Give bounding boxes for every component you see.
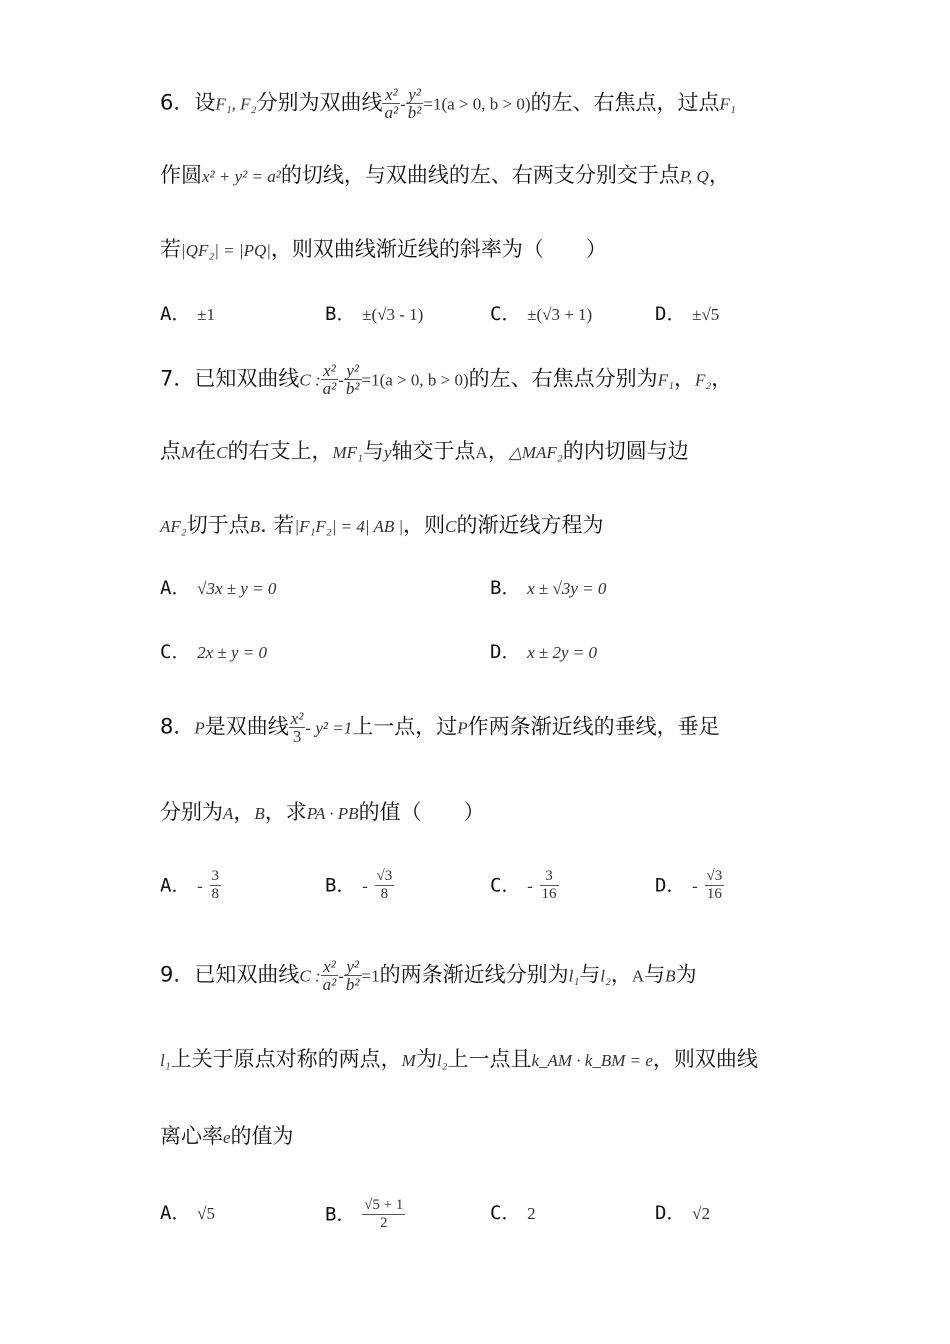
q9-line-3: 离心率e的值为 — [160, 1124, 294, 1148]
q6-option-d[interactable]: D． ±√5 — [655, 303, 720, 325]
q9-option-a[interactable]: A． √5 — [160, 1202, 215, 1224]
q9-eq-frac-y: $\frac{\text{y²}}{\text{b²}}$ — [345, 957, 360, 994]
q9-number: 9． — [160, 962, 195, 987]
q8-option-d[interactable]: D． - $\frac{√3}{16}$ — [655, 868, 723, 902]
q7-eq-frac-y: $\frac{\text{y²}}{\text{b²}}$ — [345, 361, 360, 398]
q6-circle-eq: x² + y² = a² — [202, 167, 281, 186]
q7-line-3: AF₂切于点B. 若|F₁F₂| = 4| AB |，则C的渐近线方程为 — [160, 513, 604, 537]
q6-text: 分别为双曲线 — [256, 90, 383, 115]
q8-option-b[interactable]: B． - $\frac{√3}{8}$ — [325, 868, 393, 902]
q6-points: P, Q — [679, 167, 709, 186]
q9-line-2: l₁上关于原点对称的两点，M为l₂上一点且k_AM · k_BM = e，则双曲线 — [160, 1047, 758, 1071]
q6-number: 6． — [160, 90, 195, 115]
q6-line-3: 若|QF₂| = |PQ|，则双曲线渐近线的斜率为（ ） — [160, 237, 607, 261]
q6-line-2: 作圆x² + y² = a²的切线，与双曲线的左、右两支分别交于点P, Q， — [160, 163, 730, 187]
q8-expression: PA · PB — [306, 804, 359, 823]
q8-line-2: 分别为A，B，求PA · PB的值（ ） — [160, 800, 485, 824]
q6-condition: |QF₂| = |PQ| — [181, 241, 271, 260]
q7-number: 7． — [160, 366, 195, 391]
q7-line-2: 点M在C的右支上，MF₁与y轴交于点A，△MAF₂的内切圆与边 — [160, 439, 689, 463]
q9-condition: k_AM · k_BM = e — [531, 1051, 653, 1070]
q6-eq-frac-x: $\frac{\text{x²}}{\text{a²}}$ — [384, 85, 399, 122]
q7-line-1: 7．已知双曲线C : $\frac{\text{x²}}{\text{a²}}$ - $\frac{\text{y²}}{\text{b²}}$ =1(a > 0, b > 0)的左、右焦点分别为F₁，F₂， — [160, 361, 733, 398]
q6-option-a[interactable]: A． ±1 — [160, 303, 215, 325]
q6-eq-frac-y: $\frac{\text{y²}}{\text{b²}}$ — [407, 85, 422, 122]
q7-option-c[interactable]: C． 2x ± y = 0 — [160, 641, 268, 663]
q6-option-c[interactable]: C． ±(√3 + 1) — [490, 303, 593, 325]
q6-foci: F₁, F₂ — [215, 94, 257, 114]
q7-option-a[interactable]: A． √3x ± y = 0 — [160, 577, 277, 599]
q8-line-1: 8．P是双曲线 $\frac{\text{x²}}{3}$ - y² =1上一点，过P作两条渐近线的垂线，垂足 — [160, 709, 720, 746]
q8-number: 8． — [160, 714, 195, 739]
q9-option-d[interactable]: D． √2 — [655, 1202, 710, 1224]
q6-line-1: 6．设F₁, F₂分别为双曲线 $\frac{\text{x²}}{\text{a²}}$ - $\frac{\text{y²}}{\text{b²}}$ =1(a > 0, b > 0)的左、右焦点，过点F₁ — [160, 85, 736, 122]
q6-option-b[interactable]: B． ±(√3 - 1) — [325, 303, 424, 325]
q9-eq-frac-x: $\frac{\text{x²}}{\text{a²}}$ — [322, 957, 337, 994]
q8-eq-frac: $\frac{\text{x²}}{3}$ — [290, 709, 304, 746]
q8-option-a[interactable]: A． - $\frac{3}{8}$ — [160, 868, 219, 902]
q6-eq-tail: =1(a > 0, b > 0) — [423, 94, 531, 114]
q9-line-1: 9．已知双曲线C : $\frac{\text{x²}}{\text{a²}}$ - $\frac{\text{y²}}{\text{b²}}$ =1的两条渐近线分别为l₁与l₂，A与B为 — [160, 957, 697, 994]
q7-condition: |F₁F₂| = 4| AB | — [294, 517, 404, 536]
q7-eq-frac-x: $\frac{\text{x²}}{\text{a²}}$ — [322, 361, 337, 398]
q7-option-d[interactable]: D． x ± 2y = 0 — [490, 641, 598, 663]
q8-option-c[interactable]: C． - $\frac{3}{16}$ — [490, 868, 557, 902]
q9-option-b[interactable]: B． $\frac{√5 + 1}{2}$ — [325, 1197, 404, 1231]
q7-option-b[interactable]: B． x ± √3y = 0 — [490, 577, 607, 599]
q6-text: 的左、右焦点，过点 — [530, 90, 720, 115]
q6-text: 设 — [194, 90, 216, 115]
q9-option-c[interactable]: C． 2 — [490, 1202, 536, 1224]
